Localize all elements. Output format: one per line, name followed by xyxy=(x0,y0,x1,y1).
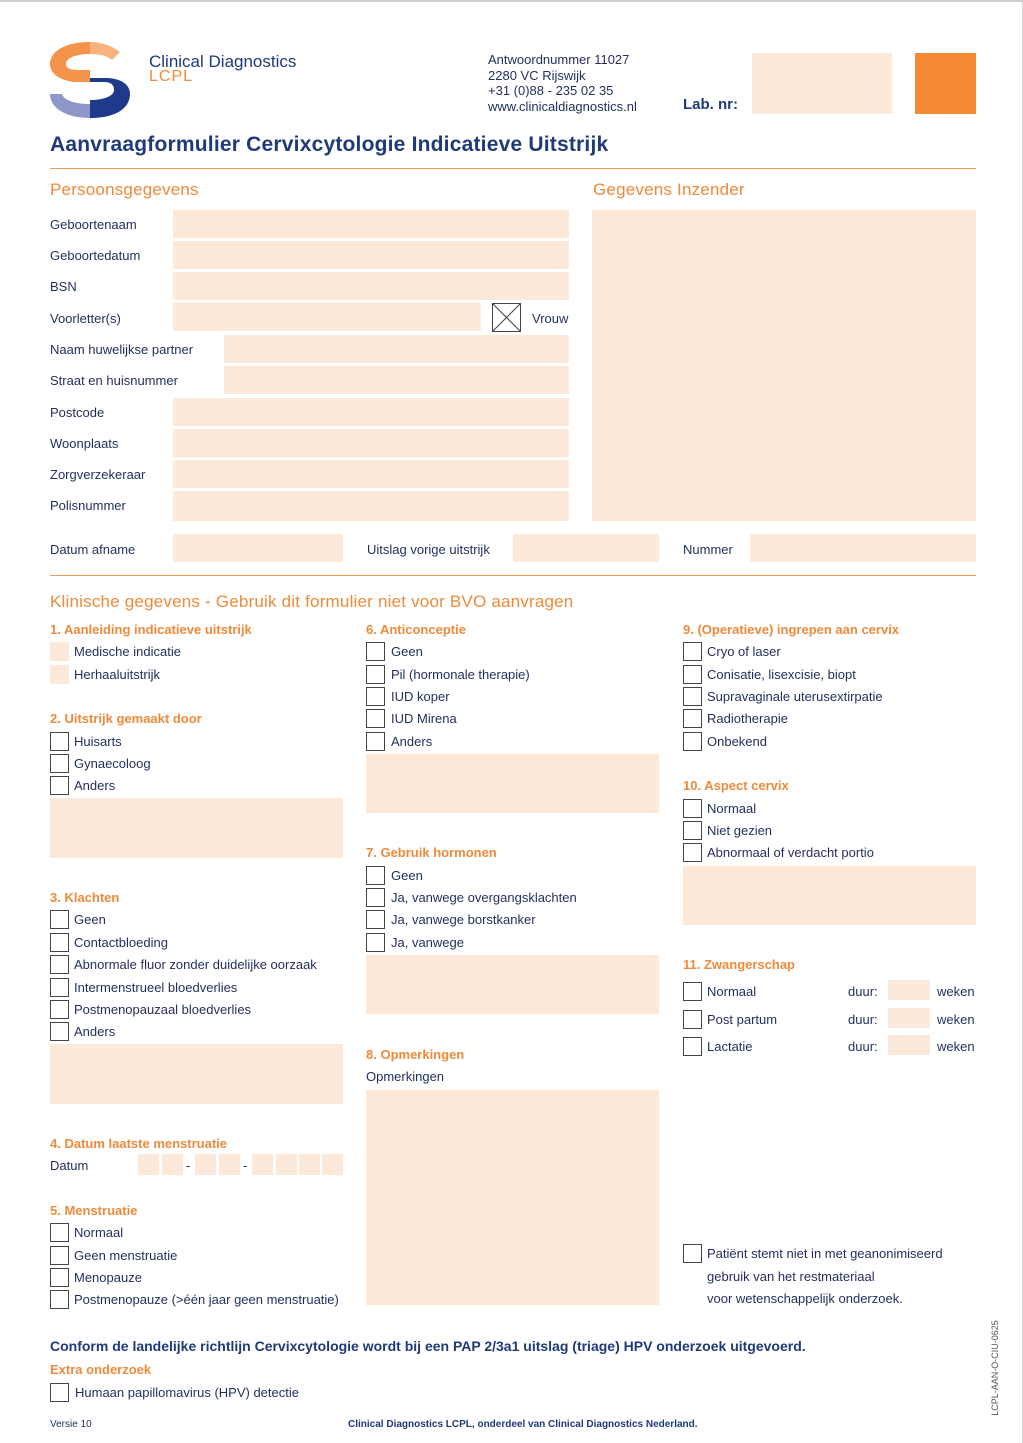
date-digit-m1[interactable] xyxy=(195,1154,216,1175)
label-weken-1: weken xyxy=(937,984,975,999)
s2-title: 2. Uitstrijk gemaakt door xyxy=(50,711,202,726)
address-line-3: +31 (0)88 - 235 02 35 xyxy=(488,83,614,98)
logo-icon xyxy=(46,38,134,122)
vrouw-checkbox[interactable] xyxy=(492,303,521,332)
s6-title: 6. Anticonceptie xyxy=(366,622,466,637)
label-straat: Straat en huisnummer xyxy=(50,373,178,388)
label-partner: Naam huwelijkse partner xyxy=(50,342,194,357)
divider-top xyxy=(50,168,976,169)
checkbox-cryo[interactable] xyxy=(683,642,702,661)
inzender-field[interactable] xyxy=(592,210,976,521)
label-cryo: Cryo of laser xyxy=(707,644,781,659)
checkbox-cervix-normaal[interactable] xyxy=(683,799,702,818)
logo-text-line2: LCPL xyxy=(149,68,194,85)
address-line-2: 2280 VC Rijswijk xyxy=(488,68,586,83)
label-borstkanker: Ja, vanwege borstkanker xyxy=(391,912,536,927)
field-polisnummer[interactable] xyxy=(173,491,569,521)
label-overgangsklachten: Ja, vanwege overgangsklachten xyxy=(391,890,577,905)
label-zwanger-normaal: Normaal xyxy=(707,984,757,999)
checkbox-klachten-geen[interactable] xyxy=(50,910,69,929)
date-digit-m2[interactable] xyxy=(219,1154,240,1175)
address-website[interactable]: www.clinicaldiagnostics.nl xyxy=(488,99,637,114)
label-onbekend: Onbekend xyxy=(707,734,767,749)
field-opmerkingen[interactable] xyxy=(366,1090,659,1305)
checkbox-post-partum[interactable] xyxy=(683,1010,702,1029)
checkbox-herhaaluitstrijk[interactable] xyxy=(50,665,69,684)
label-polisnummer: Polisnummer xyxy=(50,498,126,513)
s11-title: 11. Zwangerschap xyxy=(683,957,795,972)
date-digit-d1[interactable] xyxy=(138,1154,159,1175)
checkbox-iud-koper[interactable] xyxy=(366,687,385,706)
label-geen-menstruatie: Geen menstruatie xyxy=(74,1248,178,1263)
persoonsgegevens-title: Persoonsgegevens xyxy=(50,180,199,199)
label-klachten-geen: Geen xyxy=(74,912,106,927)
label-nummer: Nummer xyxy=(683,542,733,557)
checkbox-postmenopauzaal[interactable] xyxy=(50,1000,69,1019)
label-radiotherapie: Radiotherapie xyxy=(707,711,788,726)
checkbox-s2-anders[interactable] xyxy=(50,776,69,795)
field-s6-anders[interactable] xyxy=(366,754,659,813)
checkbox-hormonen-geen[interactable] xyxy=(366,866,385,885)
label-opmerkingen: Opmerkingen xyxy=(366,1069,445,1084)
field-partner[interactable] xyxy=(224,335,569,363)
checkbox-niet-gezien[interactable] xyxy=(683,821,702,840)
date-digit-y3[interactable] xyxy=(299,1154,320,1175)
extra-onderzoek-title: Extra onderzoek xyxy=(50,1362,152,1377)
field-zorgverzekeraar[interactable] xyxy=(173,460,569,488)
label-post-partum: Post partum xyxy=(707,1012,778,1027)
label-iud-koper: IUD koper xyxy=(391,689,450,704)
field-voorletters[interactable] xyxy=(173,303,481,331)
checkbox-lactatie[interactable] xyxy=(683,1037,702,1056)
field-aspect-cervix[interactable] xyxy=(683,866,976,925)
field-s2-anders[interactable] xyxy=(50,798,343,858)
label-uitslag-vorige: Uitslag vorige uitstrijk xyxy=(367,542,490,557)
field-duur-normaal[interactable] xyxy=(888,980,930,1000)
checkbox-huisarts[interactable] xyxy=(50,732,69,751)
form-title: Aanvraagformulier Cervixcytologie Indicatieve Uitstrijk xyxy=(50,133,609,156)
label-weken-2: weken xyxy=(937,1012,975,1027)
label-contactbloeding: Contactbloeding xyxy=(74,935,168,950)
label-vrouw: Vrouw xyxy=(532,311,569,326)
versie-text: Versie 10 xyxy=(50,1419,92,1430)
label-menopauze: Menopauze xyxy=(74,1270,142,1285)
label-bsn: BSN xyxy=(50,279,77,294)
label-geboortenaam: Geboortenaam xyxy=(50,217,137,232)
checkbox-anticonceptie-geen[interactable] xyxy=(366,642,385,661)
label-zorgverzekeraar: Zorgverzekeraar xyxy=(50,467,146,482)
label-postmenopauzaal: Postmenopauzaal bloedverlies xyxy=(74,1002,252,1017)
consent-line-3: voor wetenschappelijk onderzoek. xyxy=(707,1291,903,1306)
checkbox-ja-vanwege[interactable] xyxy=(366,933,385,952)
s9-title: 9. (Operatieve) ingrepen aan cervix xyxy=(683,622,900,637)
label-voorletters: Voorletter(s) xyxy=(50,311,121,326)
date-digit-y1[interactable] xyxy=(252,1154,273,1175)
label-postcode: Postcode xyxy=(50,405,105,420)
label-postmenopauze: Postmenopauze (>één jaar geen menstruatie) xyxy=(74,1292,339,1307)
label-duur-1: duur: xyxy=(848,984,878,999)
checkbox-zwanger-normaal[interactable] xyxy=(683,982,702,1001)
consent-line-2: gebruik van het restmateriaal xyxy=(707,1269,875,1284)
checkbox-postmenopauze[interactable] xyxy=(50,1290,69,1309)
label-abnormale-fluor: Abnormale fluor zonder duidelijke oorzaak xyxy=(74,957,317,972)
label-conisatie: Conisatie, lisexcisie, biopt xyxy=(707,667,856,682)
checkbox-menstruatie-normaal[interactable] xyxy=(50,1223,69,1242)
address-line-1: Antwoordnummer 11027 xyxy=(488,52,630,67)
label-duur-2: duur: xyxy=(848,1012,878,1027)
field-straat[interactable] xyxy=(224,366,569,394)
label-huisarts: Huisarts xyxy=(74,734,122,749)
label-cervix-normaal: Normaal xyxy=(707,801,757,816)
consent-line-1: Patiënt stemt niet in met geanonimiseerd xyxy=(707,1246,943,1261)
label-s3-anders: Anders xyxy=(74,1024,116,1039)
inzender-title: Gegevens Inzender xyxy=(593,180,745,199)
s1-title: 1. Aanleiding indicatieve uitstrijk xyxy=(50,622,252,637)
checkbox-intermenstrueel[interactable] xyxy=(50,978,69,997)
logo xyxy=(46,38,134,122)
checkbox-s6-anders[interactable] xyxy=(366,732,385,751)
date-digit-y2[interactable] xyxy=(276,1154,297,1175)
field-duur-post-partum[interactable] xyxy=(888,1008,930,1028)
field-datum-afname[interactable] xyxy=(173,534,343,562)
label-menstruatie-normaal: Normaal xyxy=(74,1225,124,1240)
checkbox-hpv[interactable] xyxy=(50,1383,69,1402)
divider-middle xyxy=(50,575,976,576)
field-s3-anders[interactable] xyxy=(50,1044,343,1104)
checkbox-pil[interactable] xyxy=(366,665,385,684)
field-postcode[interactable] xyxy=(173,398,569,426)
company-text: Clinical Diagnostics LCPL, onderdeel van Clinical Diagnostics Nederland. xyxy=(348,1419,698,1430)
checkbox-overgangsklachten[interactable] xyxy=(366,888,385,907)
field-nummer[interactable] xyxy=(750,534,976,562)
s10-title: 10. Aspect cervix xyxy=(683,778,789,793)
label-lactatie: Lactatie xyxy=(707,1039,753,1054)
checkbox-geen-menstruatie[interactable] xyxy=(50,1246,69,1265)
field-duur-lactatie[interactable] xyxy=(888,1035,930,1055)
field-ja-vanwege[interactable] xyxy=(366,955,659,1014)
field-geboortenaam[interactable] xyxy=(173,210,569,238)
checkbox-iud-mirena[interactable] xyxy=(366,709,385,728)
lab-nr-field[interactable] xyxy=(752,53,892,114)
date-digit-y4[interactable] xyxy=(322,1154,343,1175)
field-bsn[interactable] xyxy=(173,272,569,300)
label-woonplaats: Woonplaats xyxy=(50,436,119,451)
label-herhaaluitstrijk: Herhaaluitstrijk xyxy=(74,667,160,682)
klinisch-title: Klinische gegevens - Gebruik dit formulier niet voor BVO aanvragen xyxy=(50,592,574,611)
label-supravaginale: Supravaginale uterusextirpatie xyxy=(707,689,883,704)
checkbox-contactbloeding[interactable] xyxy=(50,933,69,952)
checkbox-medische-indicatie[interactable] xyxy=(50,642,69,661)
checkbox-consent[interactable] xyxy=(683,1244,702,1263)
label-pil: Pil (hormonale therapie) xyxy=(391,667,530,682)
s3-title: 3. Klachten xyxy=(50,890,120,905)
checkbox-onbekend[interactable] xyxy=(683,732,702,751)
field-uitslag-vorige[interactable] xyxy=(513,534,659,562)
label-intermenstrueel: Intermenstrueel bloedverlies xyxy=(74,980,238,995)
label-weken-3: weken xyxy=(937,1039,975,1054)
checkbox-gynaecoloog[interactable] xyxy=(50,754,69,773)
s7-title: 7. Gebruik hormonen xyxy=(366,845,497,860)
label-gynaecoloog: Gynaecoloog xyxy=(74,756,151,771)
logo-text-line1: Clinical Diagnostics xyxy=(149,52,297,71)
label-hormonen-geen: Geen xyxy=(391,868,423,883)
checkbox-abnormaal-portio[interactable] xyxy=(683,843,702,862)
checkbox-s3-anders[interactable] xyxy=(50,1022,69,1041)
orange-marker-box xyxy=(915,53,976,114)
field-woonplaats[interactable] xyxy=(173,429,569,457)
label-medische-indicatie: Medische indicatie xyxy=(74,644,181,659)
label-ja-vanwege: Ja, vanwege xyxy=(391,935,464,950)
cross-icon xyxy=(493,304,520,331)
label-duur-3: duur: xyxy=(848,1039,878,1054)
date-separator-1: - xyxy=(186,1158,191,1173)
s5-title: 5. Menstruatie xyxy=(50,1203,138,1218)
checkbox-radiotherapie[interactable] xyxy=(683,709,702,728)
checkbox-conisatie[interactable] xyxy=(683,665,702,684)
label-iud-mirena: IUD Mirena xyxy=(391,711,457,726)
label-anticonceptie-geen: Geen xyxy=(391,644,423,659)
label-abnormaal-portio: Abnormaal of verdacht portio xyxy=(707,845,874,860)
label-hpv: Humaan papillomavirus (HPV) detectie xyxy=(75,1385,299,1400)
label-niet-gezien: Niet gezien xyxy=(707,823,773,838)
field-geboortedatum[interactable] xyxy=(173,241,569,269)
checkbox-supravaginale[interactable] xyxy=(683,687,702,706)
form-code: LCPL-AAN-O-CIU-0625 xyxy=(990,1320,1000,1416)
checkbox-borstkanker[interactable] xyxy=(366,910,385,929)
s8-title: 8. Opmerkingen xyxy=(366,1047,465,1062)
checkbox-menopauze[interactable] xyxy=(50,1268,69,1287)
richtlijn-text: Conform de landelijke richtlijn Cervixcytologie wordt bij een PAP 2/3a1 uitslag (triage) HPV onderzoek uitgevoerd. xyxy=(50,1338,806,1354)
label-s2-anders: Anders xyxy=(74,778,116,793)
label-geboortedatum: Geboortedatum xyxy=(50,248,141,263)
label-datum-menstruatie: Datum xyxy=(50,1158,89,1173)
lab-nr-label: Lab. nr: xyxy=(683,96,738,113)
date-separator-2: - xyxy=(243,1158,248,1173)
label-datum-afname: Datum afname xyxy=(50,542,136,557)
date-digit-d2[interactable] xyxy=(162,1154,183,1175)
checkbox-abnormale-fluor[interactable] xyxy=(50,955,69,974)
label-s6-anders: Anders xyxy=(391,734,433,749)
s4-title: 4. Datum laatste menstruatie xyxy=(50,1136,228,1151)
